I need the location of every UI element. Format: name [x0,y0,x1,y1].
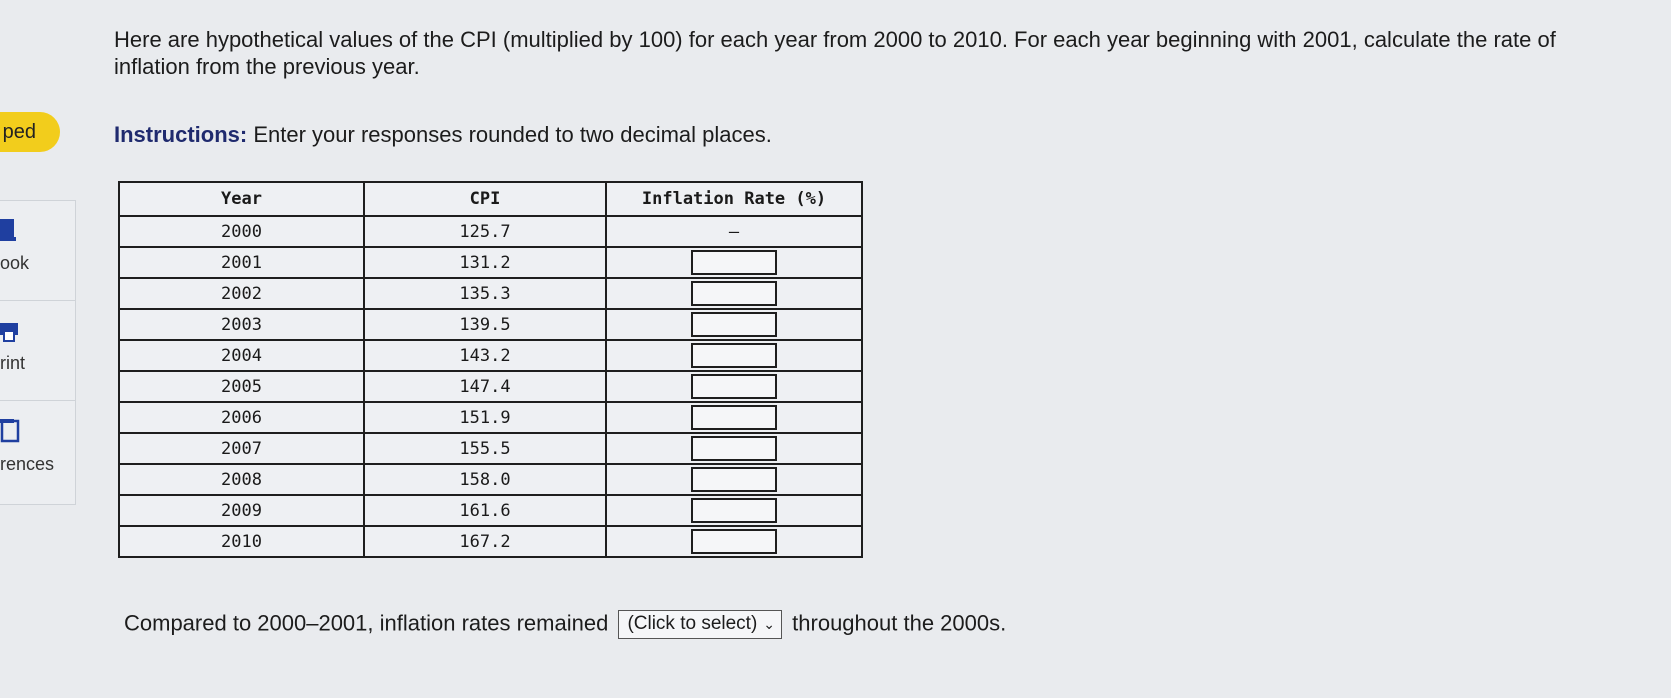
cpi-cell: 135.3 [364,278,606,309]
header-inflation-rate: Inflation Rate (%) [606,182,862,216]
sidebar-item-references[interactable] [0,401,76,501]
table-row [119,278,862,309]
year-cell: 2005 [119,371,364,402]
year-cell: 2001 [119,247,364,278]
cpi-cell: 139.5 [364,309,606,340]
inflation-rate-input[interactable] [691,436,777,461]
year-cell: 2008 [119,464,364,495]
chevron-down-icon: ⌄ [763,616,776,632]
year-cell: 2003 [119,309,364,340]
inflation-rate-cell [606,309,862,340]
cpi-cell: 125.7 [364,216,606,247]
table-row [119,464,862,495]
inflation-rate-cell [606,371,862,402]
table-body [119,216,862,557]
instructions [114,122,772,148]
inflation-rate-cell [606,402,862,433]
year-cell: 2007 [119,433,364,464]
instructions-label: Instructions: [114,122,248,147]
cpi-cell: 131.2 [364,247,606,278]
conclusion-sentence [124,610,1006,639]
table-row [119,371,862,402]
inflation-rate-input[interactable] [691,374,777,399]
book-icon [0,217,20,243]
cpi-cell: 147.4 [364,371,606,402]
inflation-rate-cell [606,464,862,495]
question-text: Here are hypothetical values of the CPI (multiplied by 100) for each year from 2000 to 2010. For each year beginning with 2001, calculate the rate of inflation from the previous year. [114,27,1556,79]
inflation-rate-input[interactable] [691,312,777,337]
cpi-cell: 151.9 [364,402,606,433]
inflation-rate-cell [606,247,862,278]
inflation-trend-select[interactable] [618,610,782,639]
inflation-rate-input[interactable] [691,529,777,554]
cpi-cell: 161.6 [364,495,606,526]
header-year: Year [119,182,364,216]
sidebar-item-label: ook [0,253,30,273]
year-cell: 2000 [119,216,364,247]
table-row [119,526,862,557]
cpi-table [118,181,863,558]
table-row [119,340,862,371]
select-value: (Click to select) [627,613,758,634]
cpi-cell: 155.5 [364,433,606,464]
year-cell: 2002 [119,278,364,309]
cpi-cell: 167.2 [364,526,606,557]
inflation-rate-input[interactable] [691,281,777,306]
sidebar-item-print[interactable] [0,301,76,401]
cpi-cell: 158.0 [364,464,606,495]
sidebar-item-ebook[interactable] [0,201,76,301]
year-cell: 2004 [119,340,364,371]
year-cell: 2009 [119,495,364,526]
inflation-rate-cell [606,495,862,526]
table-row [119,216,862,247]
year-cell: 2010 [119,526,364,557]
inflation-rate-cell [606,278,862,309]
inflation-rate-cell: – [606,216,862,247]
tools-panel [0,200,76,505]
print-icon [0,317,20,343]
inflation-rate-cell [606,340,862,371]
references-icon [0,417,20,443]
inflation-rate-cell [606,433,862,464]
sidebar-item-label: rences [0,454,55,474]
table-row [119,402,862,433]
inflation-rate-input[interactable] [691,343,777,368]
inflation-rate-cell [606,526,862,557]
cpi-cell: 143.2 [364,340,606,371]
inflation-rate-input[interactable] [691,250,777,275]
table-row [119,495,862,526]
instructions-text: Enter your responses rounded to two decimal places. [247,122,772,147]
inflation-rate-input[interactable] [691,498,777,523]
table-row [119,309,862,340]
year-cell: 2006 [119,402,364,433]
sentence-start: Compared to 2000–2001, inflation rates remained [124,610,609,636]
sidebar-item-label: rint [0,353,26,373]
status-badge: ped [0,112,60,152]
table-row [119,247,862,278]
table-row [119,433,862,464]
sentence-end: throughout the 2000s. [792,610,1007,636]
inflation-rate-input[interactable] [691,467,777,492]
header-cpi: CPI [364,182,606,216]
sidebar [0,0,80,698]
inflation-rate-input[interactable] [691,405,777,430]
